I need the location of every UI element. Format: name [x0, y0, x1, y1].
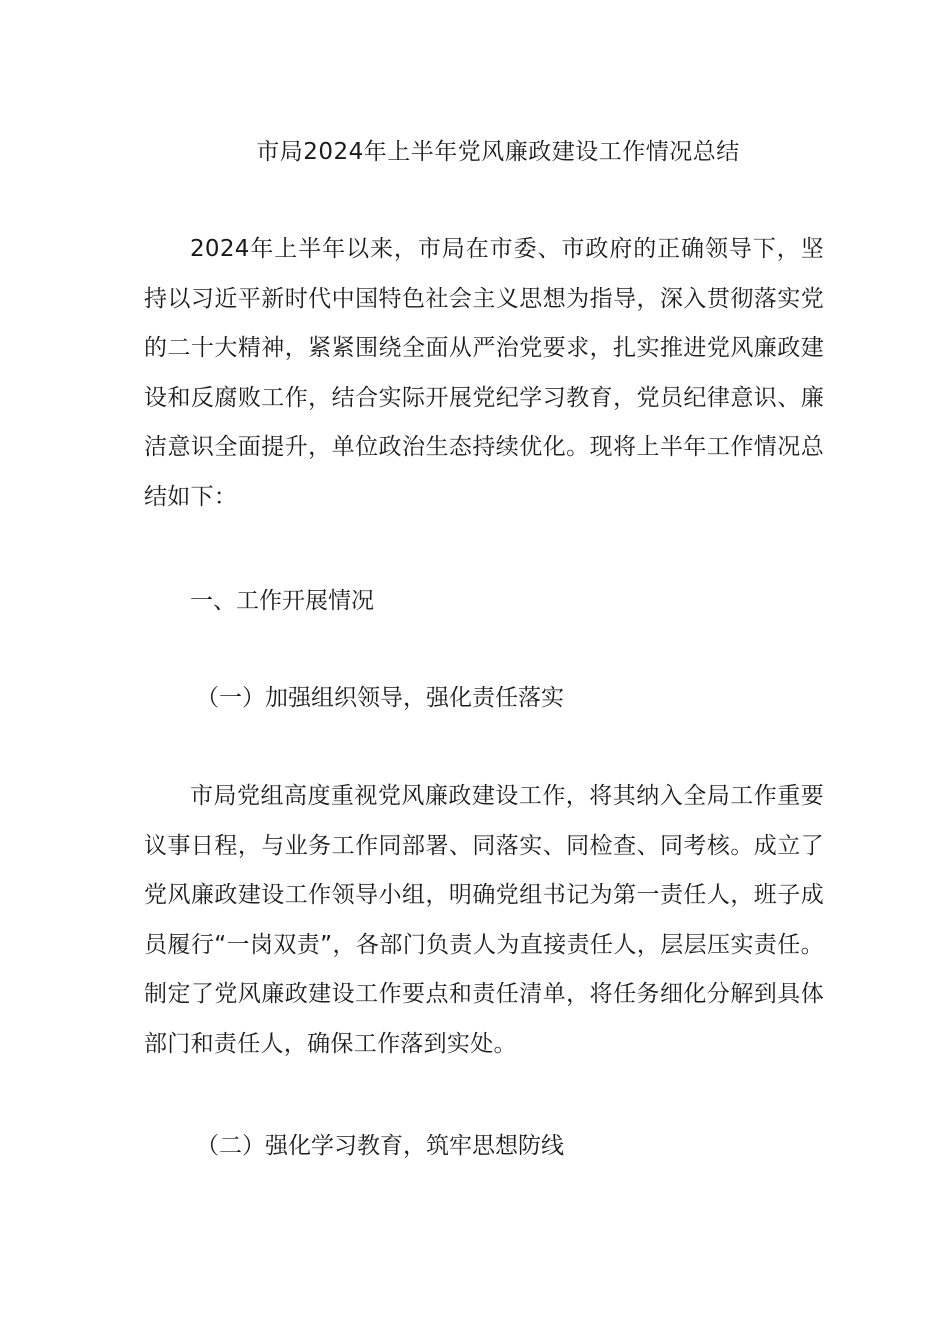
- subsection-heading-education: （二）强化学习教育，筑牢思想防线: [196, 1133, 564, 1159]
- section-heading-work-progress: 一、工作开展情况: [190, 588, 374, 614]
- subsection-heading-organization: （一）加强组织领导，强化责任落实: [196, 685, 564, 711]
- subsection-paragraph-organization: 市局党组高度重视党风廉政建设工作，将其纳入全局工作重要议事日程，与业务工作同部署、同落实、同检查、同考核。成立了党风廉政建设工作领导小组，明确党组书记为第一责任人，班子成员履行“一岗双责”，各部门负责人为直接责任人，层层压实责任。制定了党风廉政建设工作要点和责任清单，将任务细化分解到具体部门和责任人，确保工作落到实处。: [144, 783, 824, 1057]
- intro-paragraph: 2024年上半年以来，市局在市委、市政府的正确领导下，坚持以习近平新时代中国特色社会主义思想为指导，深入贯彻落实党的二十大精神，紧紧围绕全面从严治党要求，扎实推进党风廉政建设和反腐败工作，结合实际开展党纪学习教育，党员纪律意识、廉洁意识全面提升，单位政治生态持续优化。现将上半年工作情况总结如下：: [144, 236, 824, 510]
- document-title: 市局2024年上半年党风廉政建设工作情况总结: [256, 139, 740, 165]
